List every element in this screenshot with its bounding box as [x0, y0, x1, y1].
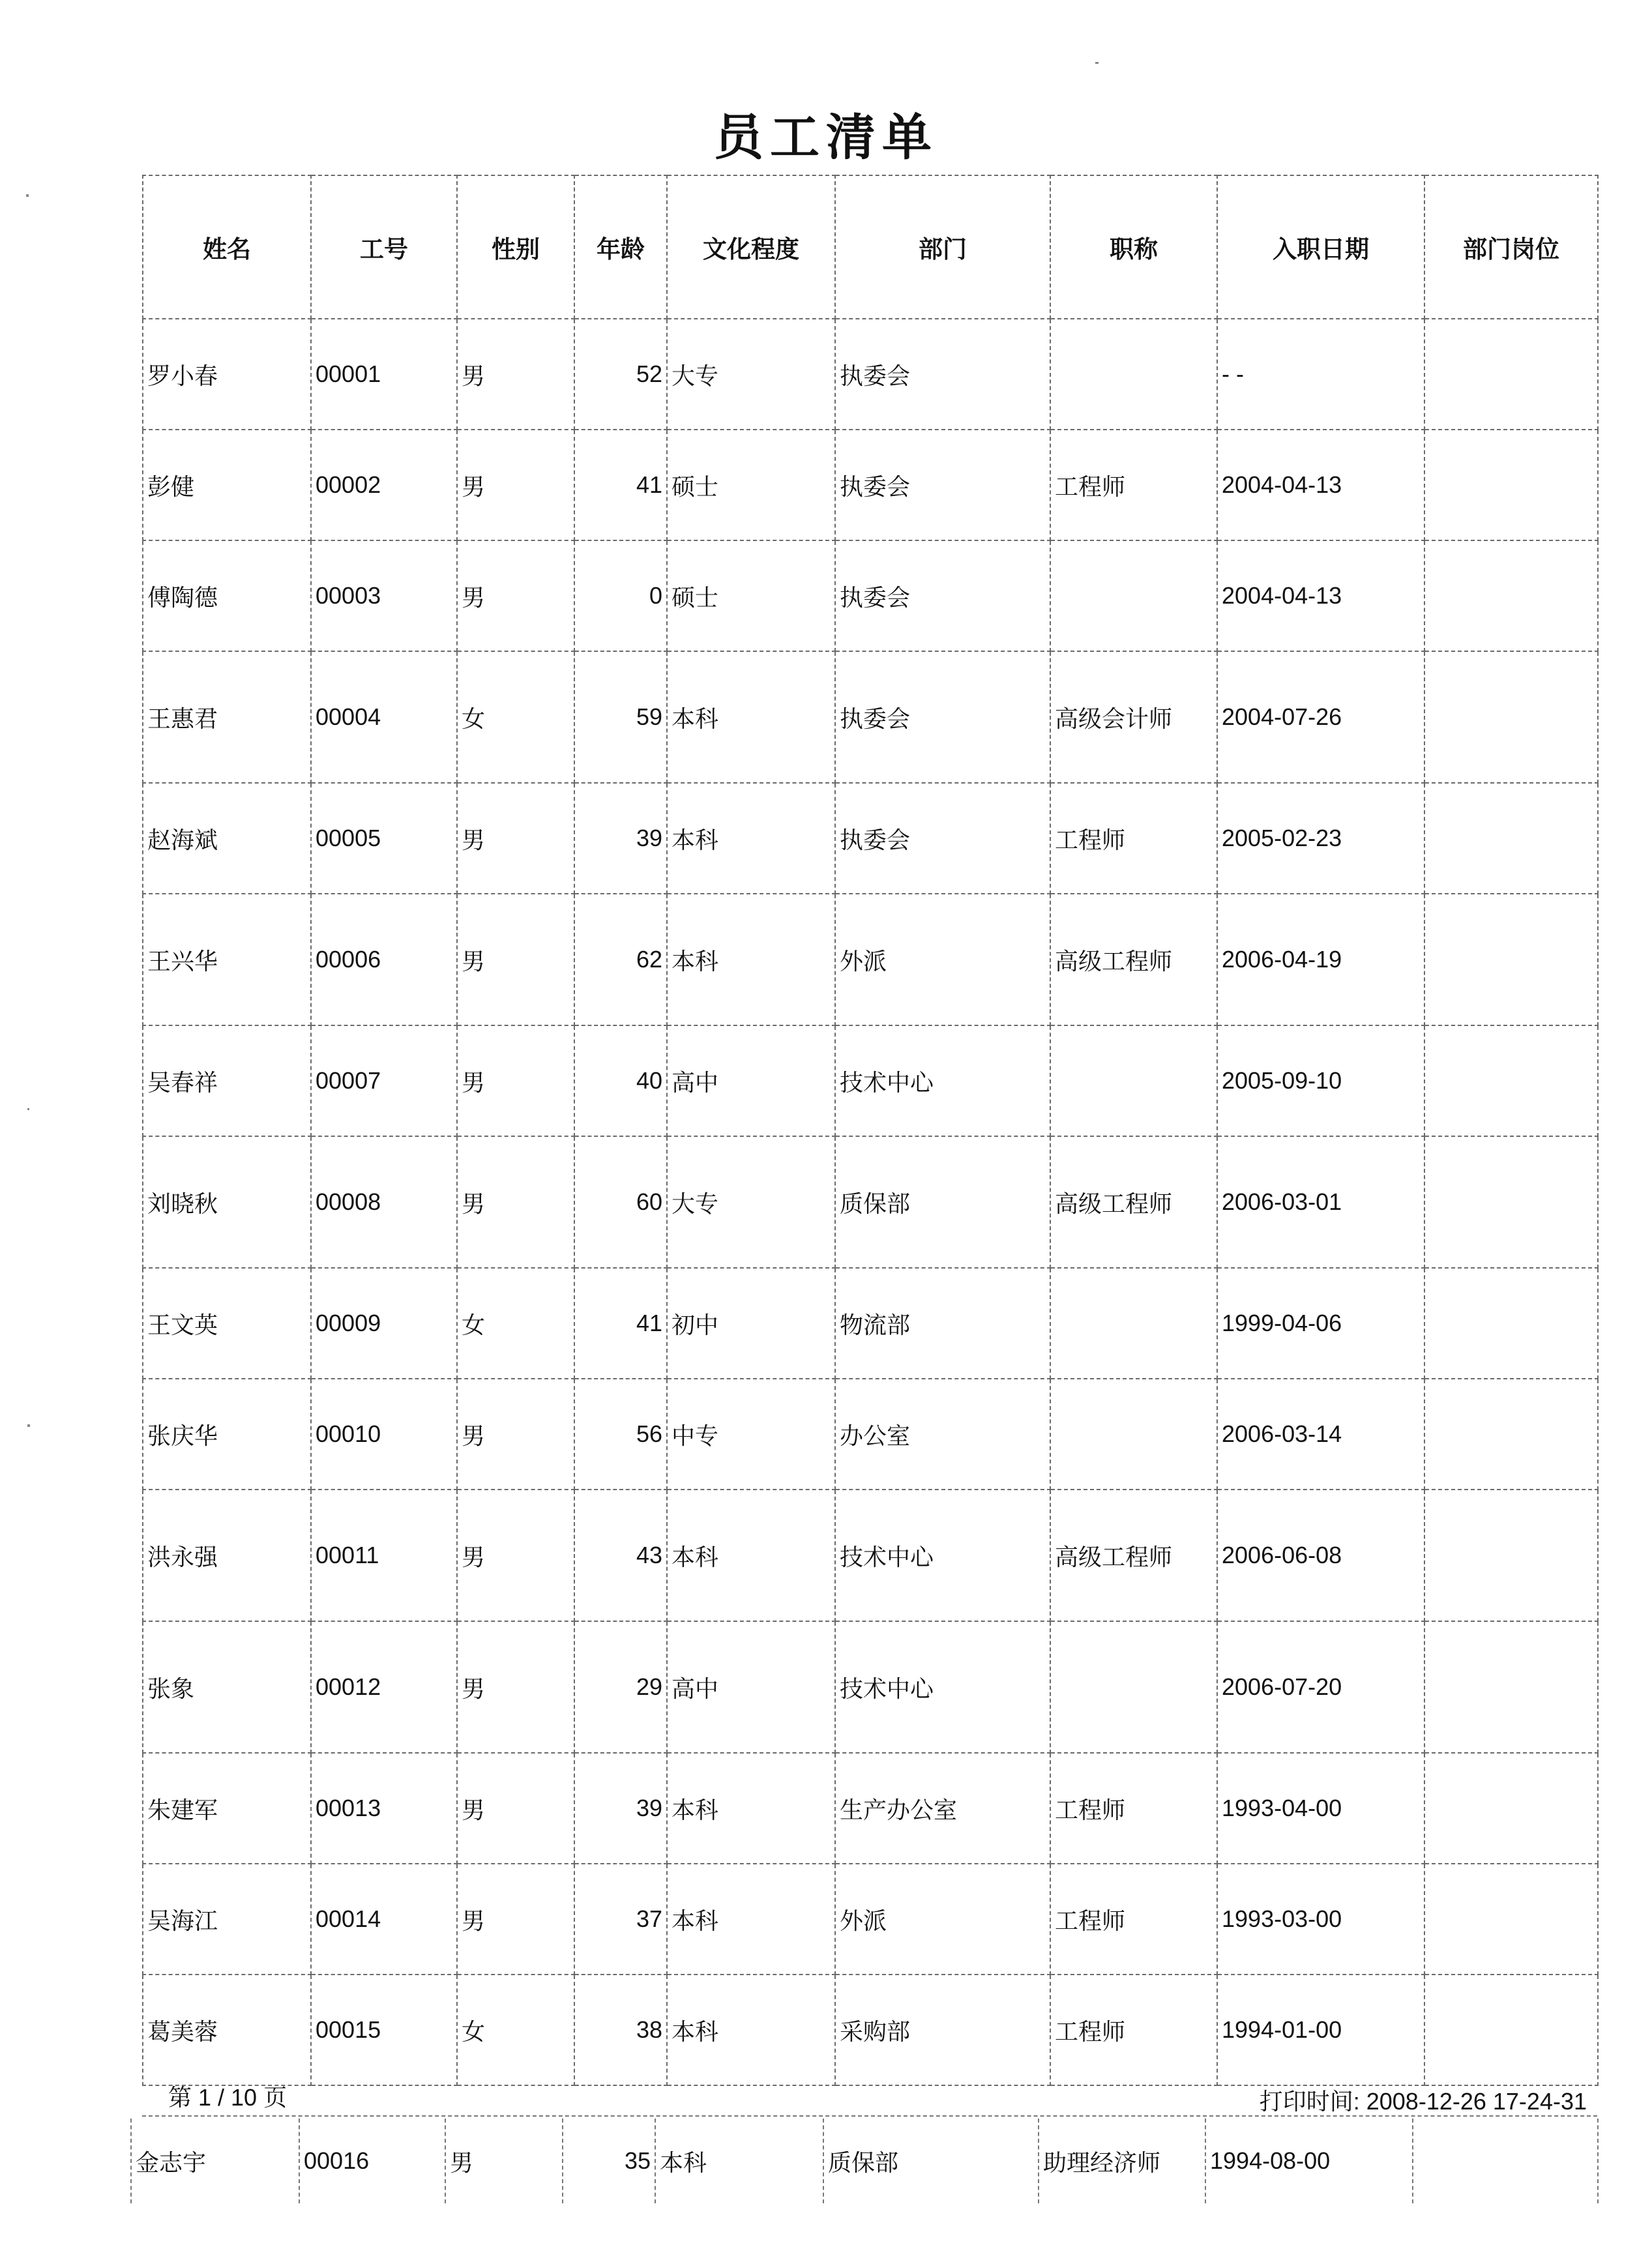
cell-gender: 男 — [457, 319, 574, 430]
cell-education: 本科 — [667, 783, 835, 894]
page-number: 第 1 / 10 页 — [168, 2084, 288, 2111]
cell-education: 本科 — [667, 1753, 835, 1864]
table-row — [143, 894, 1598, 1025]
cell-department: 执委会 — [835, 651, 1050, 783]
column-header-name: 姓名 — [143, 175, 311, 319]
cell-department: 质保部 — [835, 1136, 1050, 1268]
cell-post — [1424, 1490, 1598, 1621]
table-row — [143, 1864, 1598, 1975]
cell-id: 00006 — [311, 894, 457, 1025]
cell-title: 高级会计师 — [1050, 651, 1217, 783]
column-header-gender: 性别 — [457, 175, 574, 319]
cell-education: 本科 — [667, 1490, 835, 1621]
cell-education: 硕士 — [667, 430, 835, 540]
cell-gender: 男 — [457, 1025, 574, 1136]
column-header-department: 部门 — [835, 175, 1050, 319]
cell-age: 39 — [574, 783, 667, 894]
table-row — [143, 1025, 1598, 1136]
cell-education: 本科 — [655, 2119, 823, 2203]
cell-name: 彭健 — [143, 430, 311, 540]
cell-gender: 女 — [457, 651, 574, 783]
cell-name: 赵海斌 — [143, 783, 311, 894]
cell-hire-date: 2005-09-10 — [1217, 1025, 1424, 1136]
cell-title: 工程师 — [1050, 430, 1217, 540]
cell-gender: 男 — [457, 1621, 574, 1753]
table-row — [143, 1621, 1598, 1753]
cell-department: 执委会 — [835, 319, 1050, 430]
cell-post — [1424, 783, 1598, 894]
cell-hire-date: 2004-04-13 — [1217, 430, 1424, 540]
cell-education: 大专 — [667, 319, 835, 430]
cell-gender: 男 — [457, 1379, 574, 1490]
column-header-age: 年龄 — [574, 175, 667, 319]
cell-name: 傅陶德 — [143, 540, 311, 651]
cell-age: 38 — [574, 1975, 667, 2085]
cell-title — [1050, 319, 1217, 430]
cell-title: 工程师 — [1050, 783, 1217, 894]
cell-name: 王文英 — [143, 1268, 311, 1379]
cell-name: 朱建军 — [143, 1753, 311, 1864]
cell-name: 罗小春 — [143, 319, 311, 430]
cell-gender: 男 — [457, 430, 574, 540]
cell-name: 王兴华 — [143, 894, 311, 1025]
cell-education: 硕士 — [667, 540, 835, 651]
cell-name: 王惠君 — [143, 651, 311, 783]
cell-title — [1050, 1025, 1217, 1136]
cell-education: 初中 — [667, 1268, 835, 1379]
cell-department: 生产办公室 — [835, 1753, 1050, 1864]
column-header-education: 文化程度 — [667, 175, 835, 319]
column-header-id: 工号 — [311, 175, 457, 319]
cell-education: 本科 — [667, 1975, 835, 2085]
cell-title — [1050, 1621, 1217, 1753]
cell-post — [1424, 1268, 1598, 1379]
cell-gender: 男 — [445, 2119, 563, 2203]
cell-hire-date: 1993-04-00 — [1217, 1753, 1424, 1864]
cell-name: 刘晓秋 — [143, 1136, 311, 1268]
cell-name: 吴海江 — [143, 1864, 311, 1975]
print-timestamp: 打印时间: 2008-12-26 17-24-31 — [1259, 2088, 1587, 2115]
cell-title — [1050, 540, 1217, 651]
cell-hire-date: - - — [1217, 319, 1424, 430]
table-row — [143, 430, 1598, 540]
overflow-row-table — [130, 2119, 1599, 2203]
cell-age: 62 — [574, 894, 667, 1025]
cell-department: 外派 — [835, 894, 1050, 1025]
cell-name: 洪永强 — [143, 1490, 311, 1621]
cell-name: 吴春祥 — [143, 1025, 311, 1136]
cell-post — [1424, 1136, 1598, 1268]
cell-department: 技术中心 — [835, 1490, 1050, 1621]
cell-id: 00014 — [311, 1864, 457, 1975]
cell-gender: 男 — [457, 894, 574, 1025]
cell-hire-date: 2004-04-13 — [1217, 540, 1424, 651]
cell-post — [1424, 894, 1598, 1025]
cell-title: 工程师 — [1050, 1975, 1217, 2085]
cell-id: 00009 — [311, 1268, 457, 1379]
cell-name: 张庆华 — [143, 1379, 311, 1490]
scan-speck — [1095, 62, 1099, 64]
cell-title: 助理经济师 — [1039, 2119, 1205, 2203]
scan-speck — [26, 194, 29, 197]
cell-id: 00012 — [311, 1621, 457, 1753]
cell-age: 37 — [574, 1864, 667, 1975]
cell-id: 00011 — [311, 1490, 457, 1621]
cell-hire-date: 2006-04-19 — [1217, 894, 1424, 1025]
cell-age: 41 — [574, 430, 667, 540]
cell-post — [1424, 1975, 1598, 2085]
cell-education: 中专 — [667, 1379, 835, 1490]
cell-id: 00004 — [311, 651, 457, 783]
cell-department: 质保部 — [823, 2119, 1039, 2203]
cell-age: 41 — [574, 1268, 667, 1379]
cell-department: 技术中心 — [835, 1621, 1050, 1753]
cell-department: 物流部 — [835, 1268, 1050, 1379]
scan-speck — [27, 1108, 29, 1110]
cell-post — [1424, 1025, 1598, 1136]
cell-hire-date: 2004-07-26 — [1217, 651, 1424, 783]
column-header-post: 部门岗位 — [1424, 175, 1598, 319]
cell-department: 外派 — [835, 1864, 1050, 1975]
table-row — [143, 1136, 1598, 1268]
cell-age: 60 — [574, 1136, 667, 1268]
cell-age: 29 — [574, 1621, 667, 1753]
cell-hire-date: 2005-02-23 — [1217, 783, 1424, 894]
cell-id: 00008 — [311, 1136, 457, 1268]
cell-title: 工程师 — [1050, 1753, 1217, 1864]
cell-age: 39 — [574, 1753, 667, 1864]
cell-age: 0 — [574, 540, 667, 651]
cell-hire-date: 1994-08-00 — [1205, 2119, 1413, 2203]
cell-post — [1424, 1379, 1598, 1490]
table-row — [143, 540, 1598, 651]
table-row — [143, 1490, 1598, 1621]
cell-education: 大专 — [667, 1136, 835, 1268]
cell-department: 办公室 — [835, 1379, 1050, 1490]
cell-age: 40 — [574, 1025, 667, 1136]
cell-gender: 男 — [457, 1753, 574, 1864]
cell-gender: 男 — [457, 540, 574, 651]
table-row — [143, 783, 1598, 894]
cell-title: 高级工程师 — [1050, 1490, 1217, 1621]
footer-divider — [142, 2115, 1597, 2117]
cell-education: 本科 — [667, 1864, 835, 1975]
cell-name: 葛美蓉 — [143, 1975, 311, 2085]
table-row — [143, 1975, 1598, 2085]
cell-department: 采购部 — [835, 1975, 1050, 2085]
cell-gender: 男 — [457, 1864, 574, 1975]
cell-post — [1424, 319, 1598, 430]
cell-education: 高中 — [667, 1621, 835, 1753]
cell-name: 金志宇 — [131, 2119, 299, 2203]
cell-id: 00001 — [311, 319, 457, 430]
cell-post — [1424, 1864, 1598, 1975]
cell-hire-date: 1994-01-00 — [1217, 1975, 1424, 2085]
cell-post — [1424, 430, 1598, 540]
cell-education: 本科 — [667, 894, 835, 1025]
cell-id: 00007 — [311, 1025, 457, 1136]
cell-gender: 男 — [457, 783, 574, 894]
table-row — [143, 1753, 1598, 1864]
cell-department: 执委会 — [835, 783, 1050, 894]
cell-post — [1424, 540, 1598, 651]
cell-title: 高级工程师 — [1050, 894, 1217, 1025]
cell-gender: 男 — [457, 1490, 574, 1621]
cell-post — [1413, 2119, 1598, 2203]
column-header-hire-date: 入职日期 — [1217, 175, 1424, 319]
cell-education: 本科 — [667, 651, 835, 783]
cell-id: 00016 — [299, 2119, 445, 2203]
table-header-row — [143, 175, 1598, 319]
cell-post — [1424, 1621, 1598, 1753]
page-title: 员工清单 — [714, 108, 938, 166]
table-row — [143, 1268, 1598, 1379]
cell-hire-date: 1993-03-00 — [1217, 1864, 1424, 1975]
cell-age: 52 — [574, 319, 667, 430]
employee-table — [142, 175, 1599, 2086]
cell-hire-date: 2006-03-14 — [1217, 1379, 1424, 1490]
cell-id: 00003 — [311, 540, 457, 651]
cell-post — [1424, 651, 1598, 783]
cell-title — [1050, 1379, 1217, 1490]
cell-age: 43 — [574, 1490, 667, 1621]
cell-id: 00015 — [311, 1975, 457, 2085]
cell-name: 张象 — [143, 1621, 311, 1753]
cell-department: 执委会 — [835, 540, 1050, 651]
table-row — [131, 2119, 1598, 2203]
cell-age: 35 — [563, 2119, 655, 2203]
cell-title: 高级工程师 — [1050, 1136, 1217, 1268]
cell-hire-date: 2006-07-20 — [1217, 1621, 1424, 1753]
cell-hire-date: 2006-03-01 — [1217, 1136, 1424, 1268]
cell-age: 59 — [574, 651, 667, 783]
table-row — [143, 1379, 1598, 1490]
table-row — [143, 651, 1598, 783]
cell-gender: 男 — [457, 1136, 574, 1268]
scan-speck — [27, 1424, 30, 1427]
table-row — [143, 319, 1598, 430]
cell-title — [1050, 1268, 1217, 1379]
cell-age: 56 — [574, 1379, 667, 1490]
cell-hire-date: 2006-06-08 — [1217, 1490, 1424, 1621]
cell-department: 执委会 — [835, 430, 1050, 540]
cell-title: 工程师 — [1050, 1864, 1217, 1975]
cell-id: 00005 — [311, 783, 457, 894]
cell-gender: 女 — [457, 1268, 574, 1379]
cell-education: 高中 — [667, 1025, 835, 1136]
cell-gender: 女 — [457, 1975, 574, 2085]
cell-id: 00010 — [311, 1379, 457, 1490]
cell-post — [1424, 1753, 1598, 1864]
cell-id: 00002 — [311, 430, 457, 540]
cell-hire-date: 1999-04-06 — [1217, 1268, 1424, 1379]
cell-id: 00013 — [311, 1753, 457, 1864]
column-header-title: 职称 — [1050, 175, 1217, 319]
cell-department: 技术中心 — [835, 1025, 1050, 1136]
